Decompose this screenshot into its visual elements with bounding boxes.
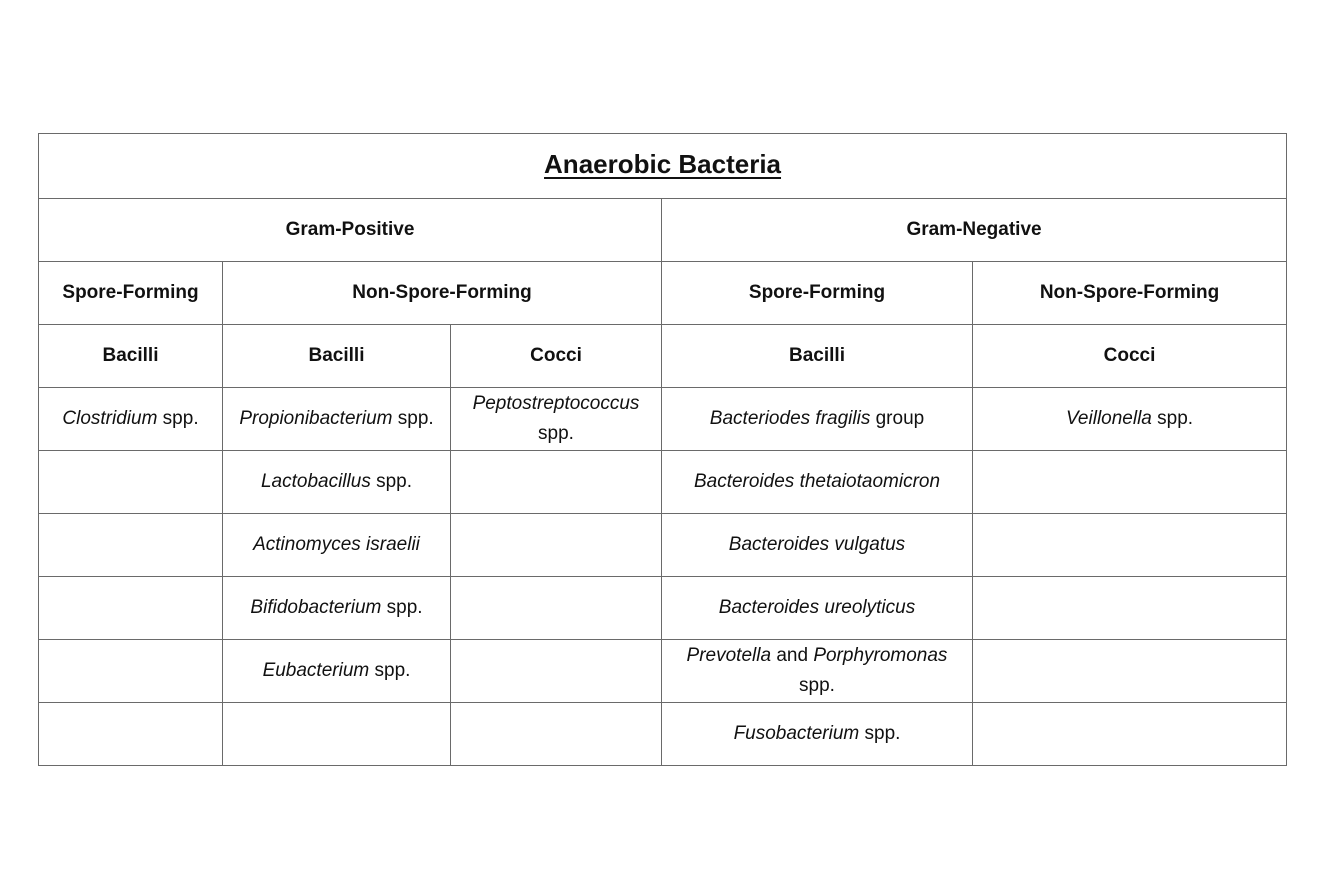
table-cell-c4 [662,388,973,451]
organism-name: Prevotella [686,645,772,666]
table-cell-c2 [223,388,451,451]
organism-name: Lactobacillus [260,471,371,492]
organism-name: Bacteroides thetaiotaomicron [693,471,941,492]
organism-suffix: spp. [369,660,411,681]
organism-suffix: spp. [538,423,574,444]
table-cell-c4 [662,703,973,766]
table-row [39,703,1287,766]
table-row [39,451,1287,514]
organism-name: Peptostreptococcus [472,393,640,414]
table-cell-c2 [223,577,451,640]
header-gp-nonspore-bacilli: Bacilli [223,325,451,388]
header-gp-spore-forming: Spore-Forming [39,262,223,325]
header-gn-spore-bacilli: Bacilli [662,325,973,388]
organism-suffix: spp. [381,597,423,618]
organism-suffix: spp. [859,723,901,744]
organism-suffix: spp. [799,675,835,696]
table-body [39,388,1287,766]
header-gram-positive: Gram-Positive [39,199,662,262]
table-cell-c3 [451,514,662,577]
table-cell-c5 [973,388,1287,451]
organism-suffix: group [870,408,925,429]
table-cell-c3 [451,640,662,703]
organism-suffix: spp. [157,408,199,429]
table-cell-c1 [39,388,223,451]
table-row [39,640,1287,703]
organism-name: Bacteroides vulgatus [728,534,906,555]
organism-name: Propionibacterium [239,408,393,429]
organism-name: Veillonella [1065,408,1152,429]
table-row [39,388,1287,451]
organism-name: Bacteriodes fragilis [709,408,871,429]
header-gn-non-spore-forming: Non-Spore-Forming [973,262,1287,325]
header-gp-spore-bacilli: Bacilli [39,325,223,388]
table-cell-c5 [973,577,1287,640]
table-cell-c4 [662,640,973,703]
header-gn-spore-forming: Spore-Forming [662,262,973,325]
table-cell-c5 [973,640,1287,703]
header-gram-negative: Gram-Negative [662,199,1287,262]
organism-suffix: spp. [392,408,434,429]
anaerobic-bacteria-table [38,133,1287,766]
conjunction: and [771,645,814,666]
table-cell-c2 [223,451,451,514]
organism-name: Clostridium [62,408,158,429]
organism-name: Bacteroides ureolyticus [718,597,916,618]
table-cell-c4 [662,514,973,577]
header-gp-non-spore-forming: Non-Spore-Forming [223,262,662,325]
organism-name: Fusobacterium [733,723,860,744]
organism-suffix: spp. [370,471,413,492]
table-cell-c2 [223,703,451,766]
table-cell-c4 [662,451,973,514]
table-cell-c1 [39,577,223,640]
header-gp-nonspore-cocci: Cocci [451,325,662,388]
table-cell-c1 [39,703,223,766]
table-row [39,514,1287,577]
table-row [39,577,1287,640]
table-cell-c2 [223,514,451,577]
table-cell-c3 [451,703,662,766]
organism-suffix: spp. [1151,408,1194,429]
header-gn-nonspore-cocci: Cocci [973,325,1287,388]
table-cell-c4 [662,577,973,640]
organism-name: Eubacterium [262,660,370,681]
table-cell-c3 [451,577,662,640]
table-cell-c5 [973,703,1287,766]
table-cell-c2 [223,640,451,703]
table-title-cell [39,134,1287,199]
table-cell-c3 [451,388,662,451]
table-cell-c5 [973,451,1287,514]
organism-name: Porphyromonas [813,645,948,666]
table-cell-c3 [451,451,662,514]
table-cell-c1 [39,451,223,514]
table-cell-c1 [39,514,223,577]
table-cell-c5 [973,514,1287,577]
organism-name: Bifidobacterium [250,597,382,618]
table-title: Anaerobic Bacteria [544,149,782,179]
organism-name: Actinomyces israelii [253,534,420,555]
table-cell-c1 [39,640,223,703]
